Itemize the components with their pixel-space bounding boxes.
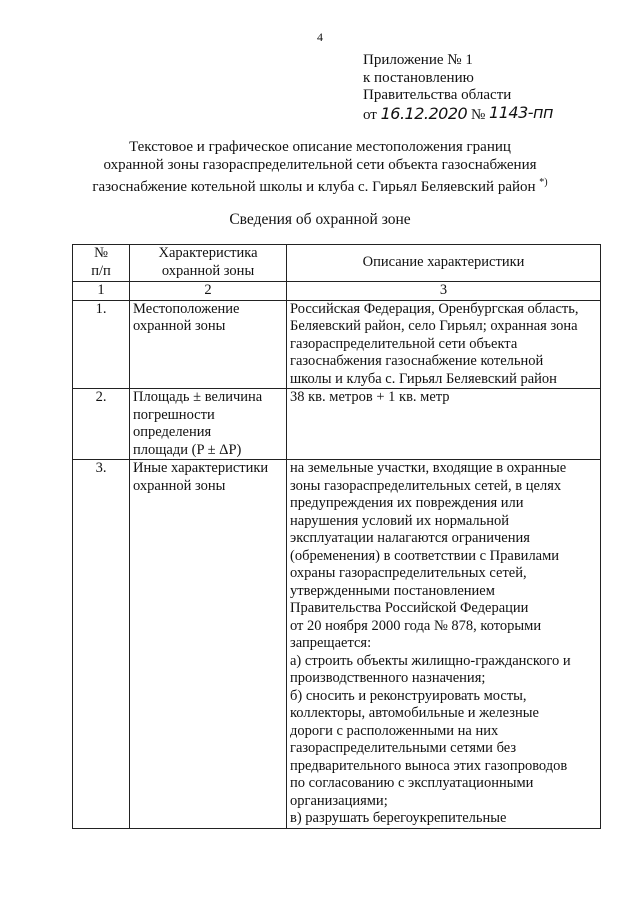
handwritten-date: 16.12.2020	[380, 103, 468, 123]
section-subtitle: Сведения об охранной зоне	[229, 211, 411, 228]
title-line-2: охранной зоны газораспределительной сети объекта газоснабжения	[103, 156, 537, 173]
title-line-3	[0, 174, 640, 197]
table-row	[73, 460, 601, 829]
title-line-1: Текстовое и графическое описание местоположения границ	[129, 139, 511, 155]
handwritten-number: 1143-пп	[489, 102, 553, 122]
appendix-line-1: Приложение № 1	[363, 52, 473, 68]
row-description: Российская Федерация, Оренбургская область, Беляевский район, село Гирьял; охранная зона газораспределительной сети объекта газоснабжения газоснабжение котельной школы и клуба с. Гирьял Беляевский район	[287, 300, 601, 389]
document-title	[0, 139, 640, 197]
number-sign: №	[470, 106, 486, 123]
header-characteristic: Характеристика охранной зоны	[130, 245, 287, 282]
header-description: Описание характеристики	[287, 245, 601, 282]
date-prefix: от	[363, 106, 377, 123]
zone-info-table	[72, 244, 601, 829]
row-characteristic: Местоположение охранной зоны	[130, 300, 287, 389]
row-number: 3.	[73, 460, 130, 829]
appendix-line-3: Правительства области	[363, 87, 512, 103]
col-number-3: 3	[287, 282, 601, 301]
appendix-line-2: к постановлению	[363, 69, 474, 86]
table-header-row	[73, 245, 601, 282]
title-line-3-text: газоснабжение котельной школы и клуба с. Гирьял Беляевский район	[92, 179, 536, 195]
header-number: № п/п	[73, 245, 130, 282]
row-description: 38 кв. метров + 1 кв. метр	[287, 389, 601, 460]
table-row	[73, 300, 601, 389]
appendix-block	[363, 52, 553, 124]
appendix-date-line	[363, 102, 553, 125]
row-description: на земельные участки, входящие в охранные зоны газораспределительных сетей, в целях предупреждения их повреждения или нарушения условий их нормальной эксплуатации налагаются ограничения (обременения) в соответствии с Правилами охраны газораспределительных сетей, утвержденными постановлением Правительства Российской Федерации от 20 ноября 2000 года № 878, которыми запрещается: а) строить объекты жилищно-гражданского и производственного назначения; б) сносить и реконструировать мосты, коллекторы, автомобильные и железные дороги с расположенными на них газораспределительными сетями без предварительного выноса этих газопроводов по согласованию с эксплуатационными организациями; в) разрушать берегоукрепительные	[287, 460, 601, 829]
page-number: 4	[317, 30, 323, 44]
row-number: 2.	[73, 389, 130, 460]
col-number-2: 2	[130, 282, 287, 301]
row-characteristic: Иные характеристики охранной зоны	[130, 460, 287, 829]
row-number: 1.	[73, 300, 130, 389]
table-column-numbers-row	[73, 282, 601, 301]
footnote-mark: *)	[539, 177, 548, 188]
table-row	[73, 389, 601, 460]
col-number-1: 1	[73, 282, 130, 301]
row-characteristic: Площадь ± величина погрешности определения площади (P ± ΔP)	[130, 389, 287, 460]
